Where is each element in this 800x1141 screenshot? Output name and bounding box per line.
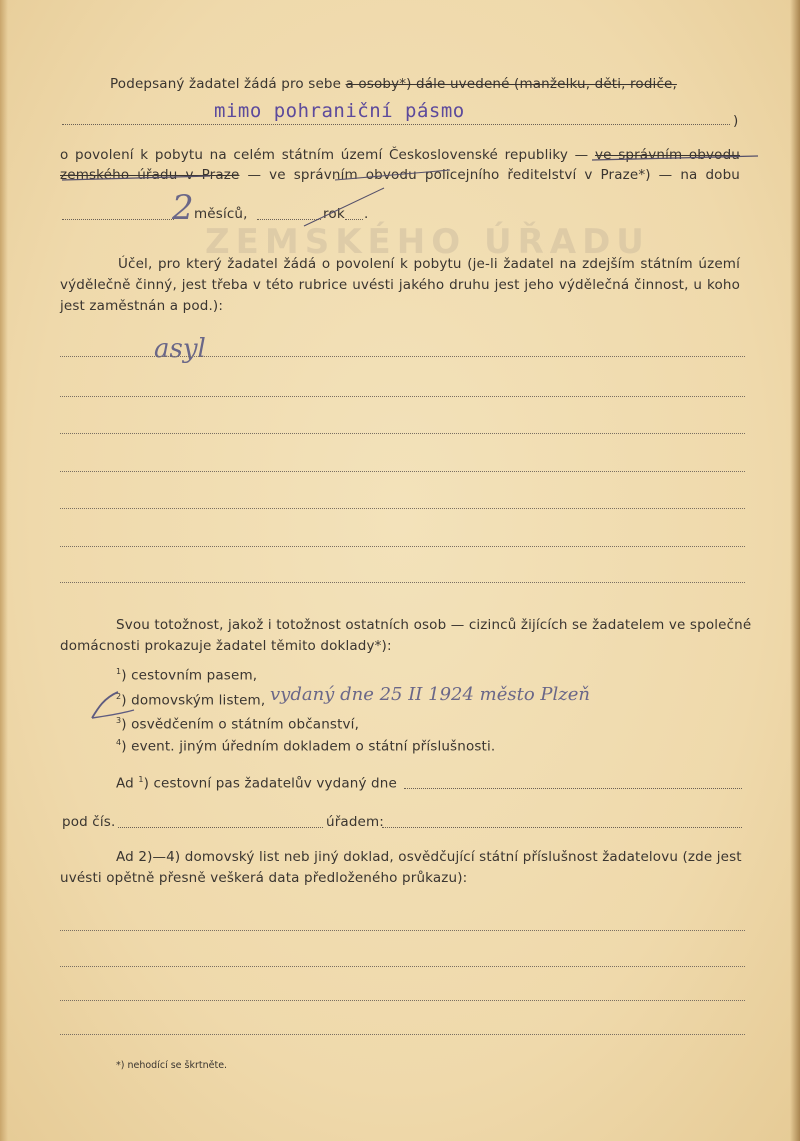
territory-text: o povolení k pobytu na celém státním území Československé republiky — xyxy=(60,147,589,163)
ad2-blank-line-3 xyxy=(60,1000,745,1001)
purpose-line-blank-2 xyxy=(60,396,745,397)
doc-item-other: $^4$) event. jiným úředním dokladem o státní příslušnosti. xyxy=(116,738,496,755)
purpose-line-1: Účel, pro který žadatel žádá o povolení k pobytu (je-li žadatel na zdejším státním území xyxy=(118,256,740,272)
passport-number-label: pod čís. xyxy=(62,814,116,830)
authority-dots xyxy=(382,827,742,828)
handwritten-purpose: asyl xyxy=(154,334,206,364)
year-period: . xyxy=(364,206,369,222)
ad1-label: cestovní pas žadatelův vydaný dne xyxy=(153,775,397,792)
bleed-through-stamp: ZEMSKÉHO ÚŘADU xyxy=(205,222,650,262)
doc1-label: cestovním pasem, xyxy=(131,667,258,684)
ad2-range: 2)—4) xyxy=(138,849,181,865)
ad2-blank-line-1 xyxy=(60,930,745,931)
paper-edge-left xyxy=(0,0,8,1141)
doc1-number: 1 xyxy=(116,667,122,676)
typed-insert-border-zone: mimo pohraniční pásmo xyxy=(214,100,465,122)
doc3-label: osvědčením o státním občanství, xyxy=(131,716,360,733)
year-label-struck: rok xyxy=(323,206,345,222)
paper-edge-right xyxy=(790,0,800,1141)
doc2-label: domovským listem, xyxy=(131,692,266,709)
doc2-number: 2 xyxy=(116,692,122,701)
strike-stroke-left xyxy=(60,166,760,186)
strike-stroke-right xyxy=(590,150,760,166)
ad2-blank-line-2 xyxy=(60,966,745,967)
applicant-line xyxy=(110,76,677,92)
doc4-number: 4 xyxy=(116,738,122,747)
purpose-line-blank-6 xyxy=(60,546,745,547)
persons-dotted-line xyxy=(62,124,730,125)
purpose-line-3: jest zaměstnán a pod.): xyxy=(60,298,224,314)
purpose-line-blank-5 xyxy=(60,508,745,509)
passport-number-dots xyxy=(118,827,323,828)
police-directorate-text: — ve správním obvodu policejního ředitelství v Praze*) — xyxy=(247,167,673,183)
ad1-dotted-line xyxy=(404,788,742,789)
ad2-blank-line-4 xyxy=(60,1034,745,1035)
purpose-line-2: výdělečně činný, jest třeba v této rubrice uvésti jakého druhu jest jeho výdělečná činnost, u koho xyxy=(60,277,740,293)
handwritten-issue-note: vydaný dne 25 II 1924 město Plzeň xyxy=(270,684,591,705)
handwritten-months: 2 xyxy=(172,188,194,228)
struck-district-text: ve správním obvodu xyxy=(594,147,741,163)
duration-label: na dobu xyxy=(680,167,741,183)
purpose-line-blank-4 xyxy=(60,471,745,472)
doc-item-citizenship: $^3$) osvědčením o státním občanství, xyxy=(116,716,360,733)
doc3-number: 3 xyxy=(116,716,122,725)
doc-item-domicile: $^2$) domovským listem, xyxy=(116,692,266,709)
ad1-prefix: Ad xyxy=(116,775,134,792)
year-strike-stroke xyxy=(300,184,390,230)
year-tail-dots xyxy=(345,219,363,220)
identity-line-2: domácnosti prokazuje žadatel těmito doklady*): xyxy=(60,638,392,654)
purpose-line-blank-7 xyxy=(60,582,745,583)
closing-parenthesis: ) xyxy=(733,113,739,129)
identity-line-1: Svou totožnost, jakož i totožnost ostatních osob — cizinců žijících se žadatelem ve společné xyxy=(116,617,752,633)
doc4-label: event. jiným úředním dokladem o státní příslušnosti. xyxy=(131,738,496,755)
struck-land-office-text: zemského úřadu v Praze xyxy=(60,167,240,183)
struck-persons-text: a osoby*) dále uvedené (manželku, děti, rodiče, xyxy=(345,76,677,92)
purpose-line-blank-3 xyxy=(60,433,745,434)
ad2-line-2: uvésti opětně přesně veškerá data předloženého průkazu): xyxy=(60,870,468,886)
ad2-text: domovský list neb jiný doklad, osvědčující státní příslušnost žadatelovu (zde jest xyxy=(184,849,742,865)
months-dotted-line xyxy=(62,219,174,220)
ad1-line: Ad $^1$) cestovní pas žadatelův vydaný dne xyxy=(116,775,397,792)
ad2-line-1 xyxy=(116,849,740,865)
purpose-line-blank-1 xyxy=(60,356,745,357)
doc-item-passport: $^1$) cestovním pasem, xyxy=(116,667,258,684)
ad1-number: 1 xyxy=(138,775,144,784)
authority-label: úřadem: xyxy=(326,814,385,830)
months-label: měsíců, xyxy=(194,206,248,222)
footnote: *) nehodící se škrtněte. xyxy=(116,1060,228,1071)
applicant-prefix: Podepsaný žadatel žádá pro sebe xyxy=(110,76,342,92)
ad2-prefix: Ad xyxy=(116,849,134,865)
